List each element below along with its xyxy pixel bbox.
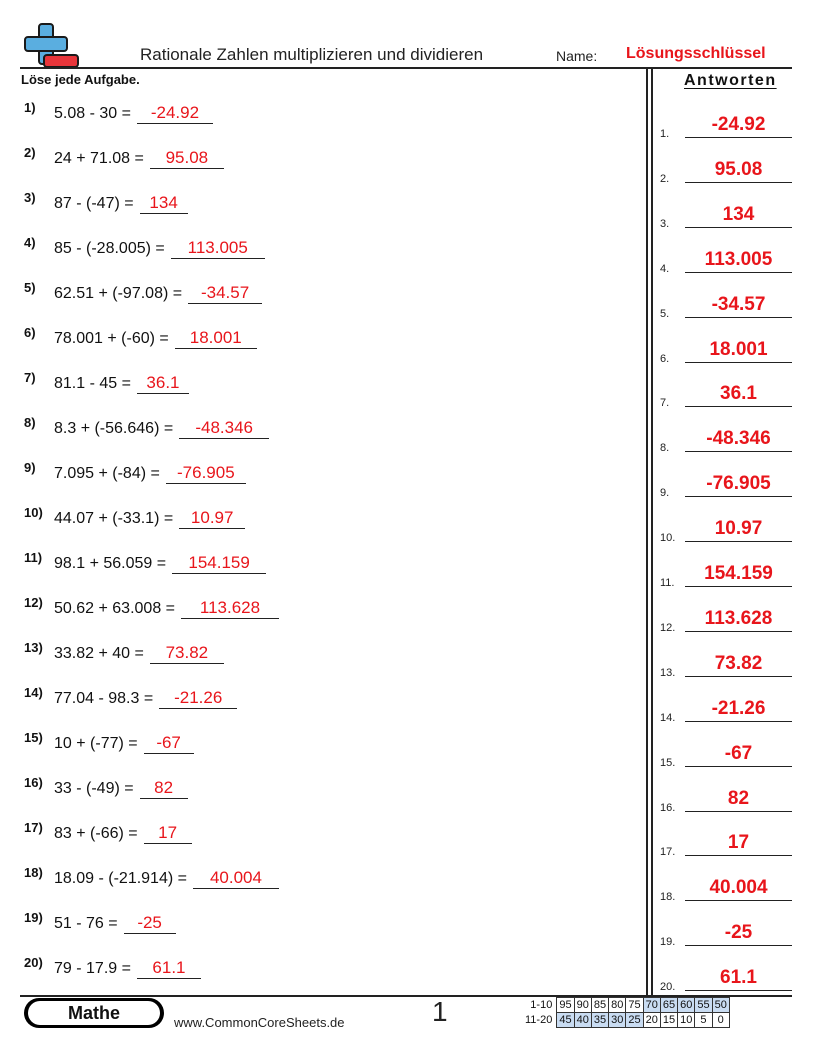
problem-row (24, 775, 188, 803)
problem-expression: 81.1 - 45 = (54, 375, 131, 392)
answer-key-line (685, 721, 792, 722)
problem-expression: 62.51 + (-97.08) = (54, 285, 183, 302)
problem-row (24, 640, 224, 668)
answer-key-number: 7. (660, 397, 670, 410)
answer-key-value: 95.08 (714, 158, 763, 180)
answer-key-value: 73.82 (714, 652, 763, 674)
problem-row (24, 100, 213, 128)
answer-key-number: 18. (660, 891, 676, 904)
problem-row (24, 865, 279, 893)
answer-key-number: 5. (660, 307, 670, 320)
score-row (523, 1013, 729, 1028)
answer-key-item (660, 514, 792, 544)
problem-expression: 79 - 17.9 = (54, 960, 131, 977)
answer-key-item (660, 424, 792, 454)
score-range-label: 1-10 (530, 999, 553, 1011)
answer-blank[interactable]: 61.1 (137, 958, 201, 979)
worksheet-title: Rationale Zahlen multiplizieren und dividieren (140, 45, 484, 64)
problem-expression: 24 + 71.08 = (54, 150, 144, 167)
problem-expression: 50.62 + 63.008 = (54, 600, 175, 617)
name-value: Lösungsschlüssel (626, 45, 766, 62)
answer-key-number: 9. (660, 487, 670, 500)
answer-key-item (660, 290, 792, 320)
answer-key-item (660, 604, 792, 634)
answer-blank[interactable]: 113.005 (171, 238, 265, 259)
problem-expression: 18.09 - (-21.914) = (54, 870, 187, 887)
answer-key-line (685, 317, 792, 318)
answer-key-number: 10. (660, 532, 676, 545)
answer-key-number: 2. (660, 172, 670, 185)
answer-key-item (660, 155, 792, 185)
answer-key-line (685, 406, 792, 407)
problem-expression: 77.04 - 98.3 = (54, 690, 154, 707)
answer-key-line (685, 451, 792, 452)
answer-blank[interactable]: 113.628 (181, 598, 279, 619)
answer-key-item (660, 694, 792, 724)
answer-key-number: 17. (660, 846, 676, 859)
answers-title: Antworten (684, 72, 777, 89)
answer-key-value: 82 (727, 787, 750, 809)
answer-key-item (660, 828, 792, 858)
name-label: Name: (556, 48, 598, 64)
answer-blank[interactable]: 40.004 (193, 868, 279, 889)
answer-key-item (660, 379, 792, 409)
answer-key-value: -21.26 (711, 697, 766, 719)
answer-key-line (685, 855, 792, 856)
problem-number: 6) (24, 325, 36, 340)
answer-key-line (685, 227, 792, 228)
problem-number: 20) (24, 955, 43, 970)
answer-key-number: 12. (660, 621, 676, 634)
answer-key-number: 13. (660, 666, 676, 679)
brand-badge (24, 998, 164, 1028)
answer-blank[interactable]: 10.97 (179, 508, 245, 529)
problem-number: 10) (24, 505, 43, 520)
answer-key-line (685, 586, 792, 587)
answer-key-item (660, 784, 792, 814)
problem-number: 19) (24, 910, 43, 925)
answer-blank[interactable]: -67 (144, 733, 194, 754)
answer-key-line (685, 541, 792, 542)
problem-row (24, 550, 266, 578)
problem-row (24, 595, 279, 623)
answer-key-number: 3. (660, 217, 670, 230)
answer-key-value: 18.001 (709, 338, 768, 360)
answer-key-value: 10.97 (714, 518, 763, 540)
score-cell: 65 (660, 998, 677, 1013)
problem-row (24, 910, 176, 938)
score-cell: 30 (609, 1013, 626, 1028)
problem-number: 18) (24, 865, 43, 880)
score-cell: 10 (678, 1013, 695, 1028)
score-row (523, 998, 729, 1013)
answer-key-line (685, 990, 792, 991)
problem-expression: 33.82 + 40 = (54, 645, 144, 662)
problem-number: 9) (24, 460, 36, 475)
problem-row (24, 325, 257, 353)
score-cell: 35 (591, 1013, 608, 1028)
problem-number: 3) (24, 190, 36, 205)
score-cell: 60 (678, 998, 695, 1013)
answer-blank[interactable]: -24.92 (137, 103, 213, 124)
answer-key-value: 154.159 (704, 563, 773, 584)
answer-key-number: 15. (660, 756, 676, 769)
problem-expression: 44.07 + (-33.1) = (54, 510, 174, 527)
answer-blank[interactable]: 17 (144, 823, 192, 844)
answer-key-value: 36.1 (720, 383, 757, 405)
answer-key-item (660, 335, 792, 365)
score-cell: 45 (557, 1013, 574, 1028)
plus-minus-logo-icon (22, 22, 80, 70)
score-cell: 80 (609, 998, 626, 1013)
problem-row (24, 460, 246, 488)
problem-row (24, 685, 237, 713)
problem-number: 14) (24, 685, 43, 700)
score-table (523, 997, 730, 1028)
problem-number: 7) (24, 370, 36, 385)
answer-key-number: 19. (660, 936, 676, 949)
problem-number: 1) (24, 100, 36, 115)
answer-blank[interactable]: -34.57 (188, 283, 262, 304)
header-divider (20, 67, 792, 69)
score-cell: 75 (626, 998, 643, 1013)
answer-blank[interactable]: 73.82 (150, 643, 224, 664)
answer-key-number: 1. (660, 128, 670, 140)
answer-key-line (685, 676, 792, 677)
problem-expression: 5.08 - 30 = (54, 105, 131, 122)
problem-row (24, 145, 224, 173)
score-range-label: 11-20 (525, 1014, 553, 1026)
problem-number: 5) (24, 280, 36, 295)
problem-number: 8) (24, 415, 36, 430)
answer-blank[interactable]: 82 (140, 778, 188, 799)
answer-key-line (685, 496, 792, 497)
answer-key-line (685, 900, 792, 901)
answer-key-line (685, 945, 792, 946)
answer-key-number: 14. (660, 711, 676, 724)
score-cell: 25 (626, 1013, 643, 1028)
answer-key-value: -25 (724, 922, 753, 944)
answer-blank[interactable]: -25 (124, 913, 176, 934)
answer-key-item (660, 559, 792, 589)
problem-expression: 33 - (-49) = (54, 780, 134, 797)
score-cell: 0 (712, 1013, 729, 1028)
answer-key-value: -24.92 (711, 114, 766, 135)
answer-key-value: 40.004 (709, 877, 768, 899)
problem-expression: 98.1 + 56.059 = (54, 555, 167, 572)
answer-key-line (685, 182, 792, 183)
problem-expression: 8.3 + (-56.646) = (54, 420, 174, 437)
answer-blank[interactable]: -48.346 (179, 418, 269, 439)
score-cell: 40 (574, 1013, 591, 1028)
score-cell: 85 (591, 998, 608, 1013)
answer-blank[interactable]: -21.26 (159, 688, 237, 709)
problem-number: 4) (24, 235, 36, 250)
problem-expression: 87 - (-47) = (54, 195, 134, 212)
problem-expression: 85 - (-28.005) = (54, 240, 165, 257)
score-cell: 95 (557, 998, 574, 1013)
answer-key-number: 8. (660, 442, 670, 455)
score-cell: 70 (643, 998, 660, 1013)
answer-key-item (660, 873, 792, 903)
answer-key-value: 134 (722, 203, 755, 225)
problem-row (24, 235, 265, 263)
problem-row (24, 730, 194, 758)
answer-key-value: 113.628 (704, 607, 773, 629)
instructions: Löse jede Aufgabe. (21, 72, 140, 87)
problem-number: 12) (24, 595, 43, 610)
problem-number: 11) (24, 550, 43, 565)
answer-key-item (660, 918, 792, 948)
answer-key-value: -48.346 (706, 428, 771, 450)
answer-blank[interactable]: 154.159 (172, 553, 266, 574)
problem-number: 17) (24, 820, 43, 835)
answer-key-number: 16. (660, 801, 676, 814)
score-cell: 20 (643, 1013, 660, 1028)
answer-key-number: 4. (660, 262, 670, 275)
problem-row (24, 190, 188, 218)
answer-key-item (660, 963, 792, 993)
answer-blank[interactable]: 18.001 (175, 328, 257, 349)
problem-row (24, 280, 262, 308)
column-divider (651, 68, 653, 996)
website-link[interactable]: www.CommonCoreSheets.de (174, 1015, 345, 1030)
problem-expression: 51 - 76 = (54, 915, 118, 932)
answer-key-line (685, 362, 792, 363)
answer-key-number: 11. (660, 577, 675, 589)
problem-row (24, 370, 189, 398)
answer-key-line (685, 631, 792, 632)
answer-key-item (660, 110, 792, 140)
answer-key-line (685, 766, 792, 767)
problem-number: 2) (24, 145, 36, 160)
answer-blank[interactable]: -76.905 (166, 463, 246, 484)
problem-expression: 83 + (-66) = (54, 825, 138, 842)
answer-key-item (660, 649, 792, 679)
answer-blank[interactable]: 134 (140, 193, 188, 214)
problem-expression: 10 + (-77) = (54, 735, 138, 752)
answer-key-value: -76.905 (706, 473, 771, 495)
problem-number: 15) (24, 730, 43, 745)
score-cell: 15 (660, 1013, 677, 1028)
column-divider (646, 68, 648, 996)
answer-key-value: 113.005 (704, 248, 773, 270)
answer-blank[interactable]: 36.1 (137, 373, 189, 394)
answer-key-item (660, 200, 792, 230)
answer-key-item (660, 469, 792, 499)
problem-number: 13) (24, 640, 43, 655)
score-cell: 50 (712, 998, 729, 1013)
answer-key-number: 6. (660, 352, 670, 365)
answer-key-line (685, 137, 792, 138)
problem-row (24, 415, 269, 443)
answer-key-value: -67 (724, 742, 753, 764)
answer-key-item (660, 739, 792, 769)
problem-expression: 7.095 + (-84) = (54, 465, 160, 482)
problem-expression: 78.001 + (-60) = (54, 330, 169, 347)
problem-row (24, 820, 192, 848)
answer-key-value: 17 (727, 832, 750, 854)
answer-key-line (685, 811, 792, 812)
brand-label: Mathe (28, 1001, 160, 1025)
answer-key-item (660, 245, 792, 275)
problem-row (24, 505, 245, 533)
problem-row (24, 955, 201, 983)
problem-number: 16) (24, 775, 43, 790)
score-cell: 55 (695, 998, 712, 1013)
answer-key-number: 20. (660, 981, 676, 994)
score-cell: 90 (574, 998, 591, 1013)
answer-blank[interactable]: 95.08 (150, 148, 224, 169)
score-cell: 5 (695, 1013, 712, 1028)
answer-key-value: -34.57 (711, 293, 766, 315)
answer-key-value: 61.1 (720, 967, 757, 989)
page-number: 1 (432, 996, 448, 1027)
answer-key-line (685, 272, 792, 273)
